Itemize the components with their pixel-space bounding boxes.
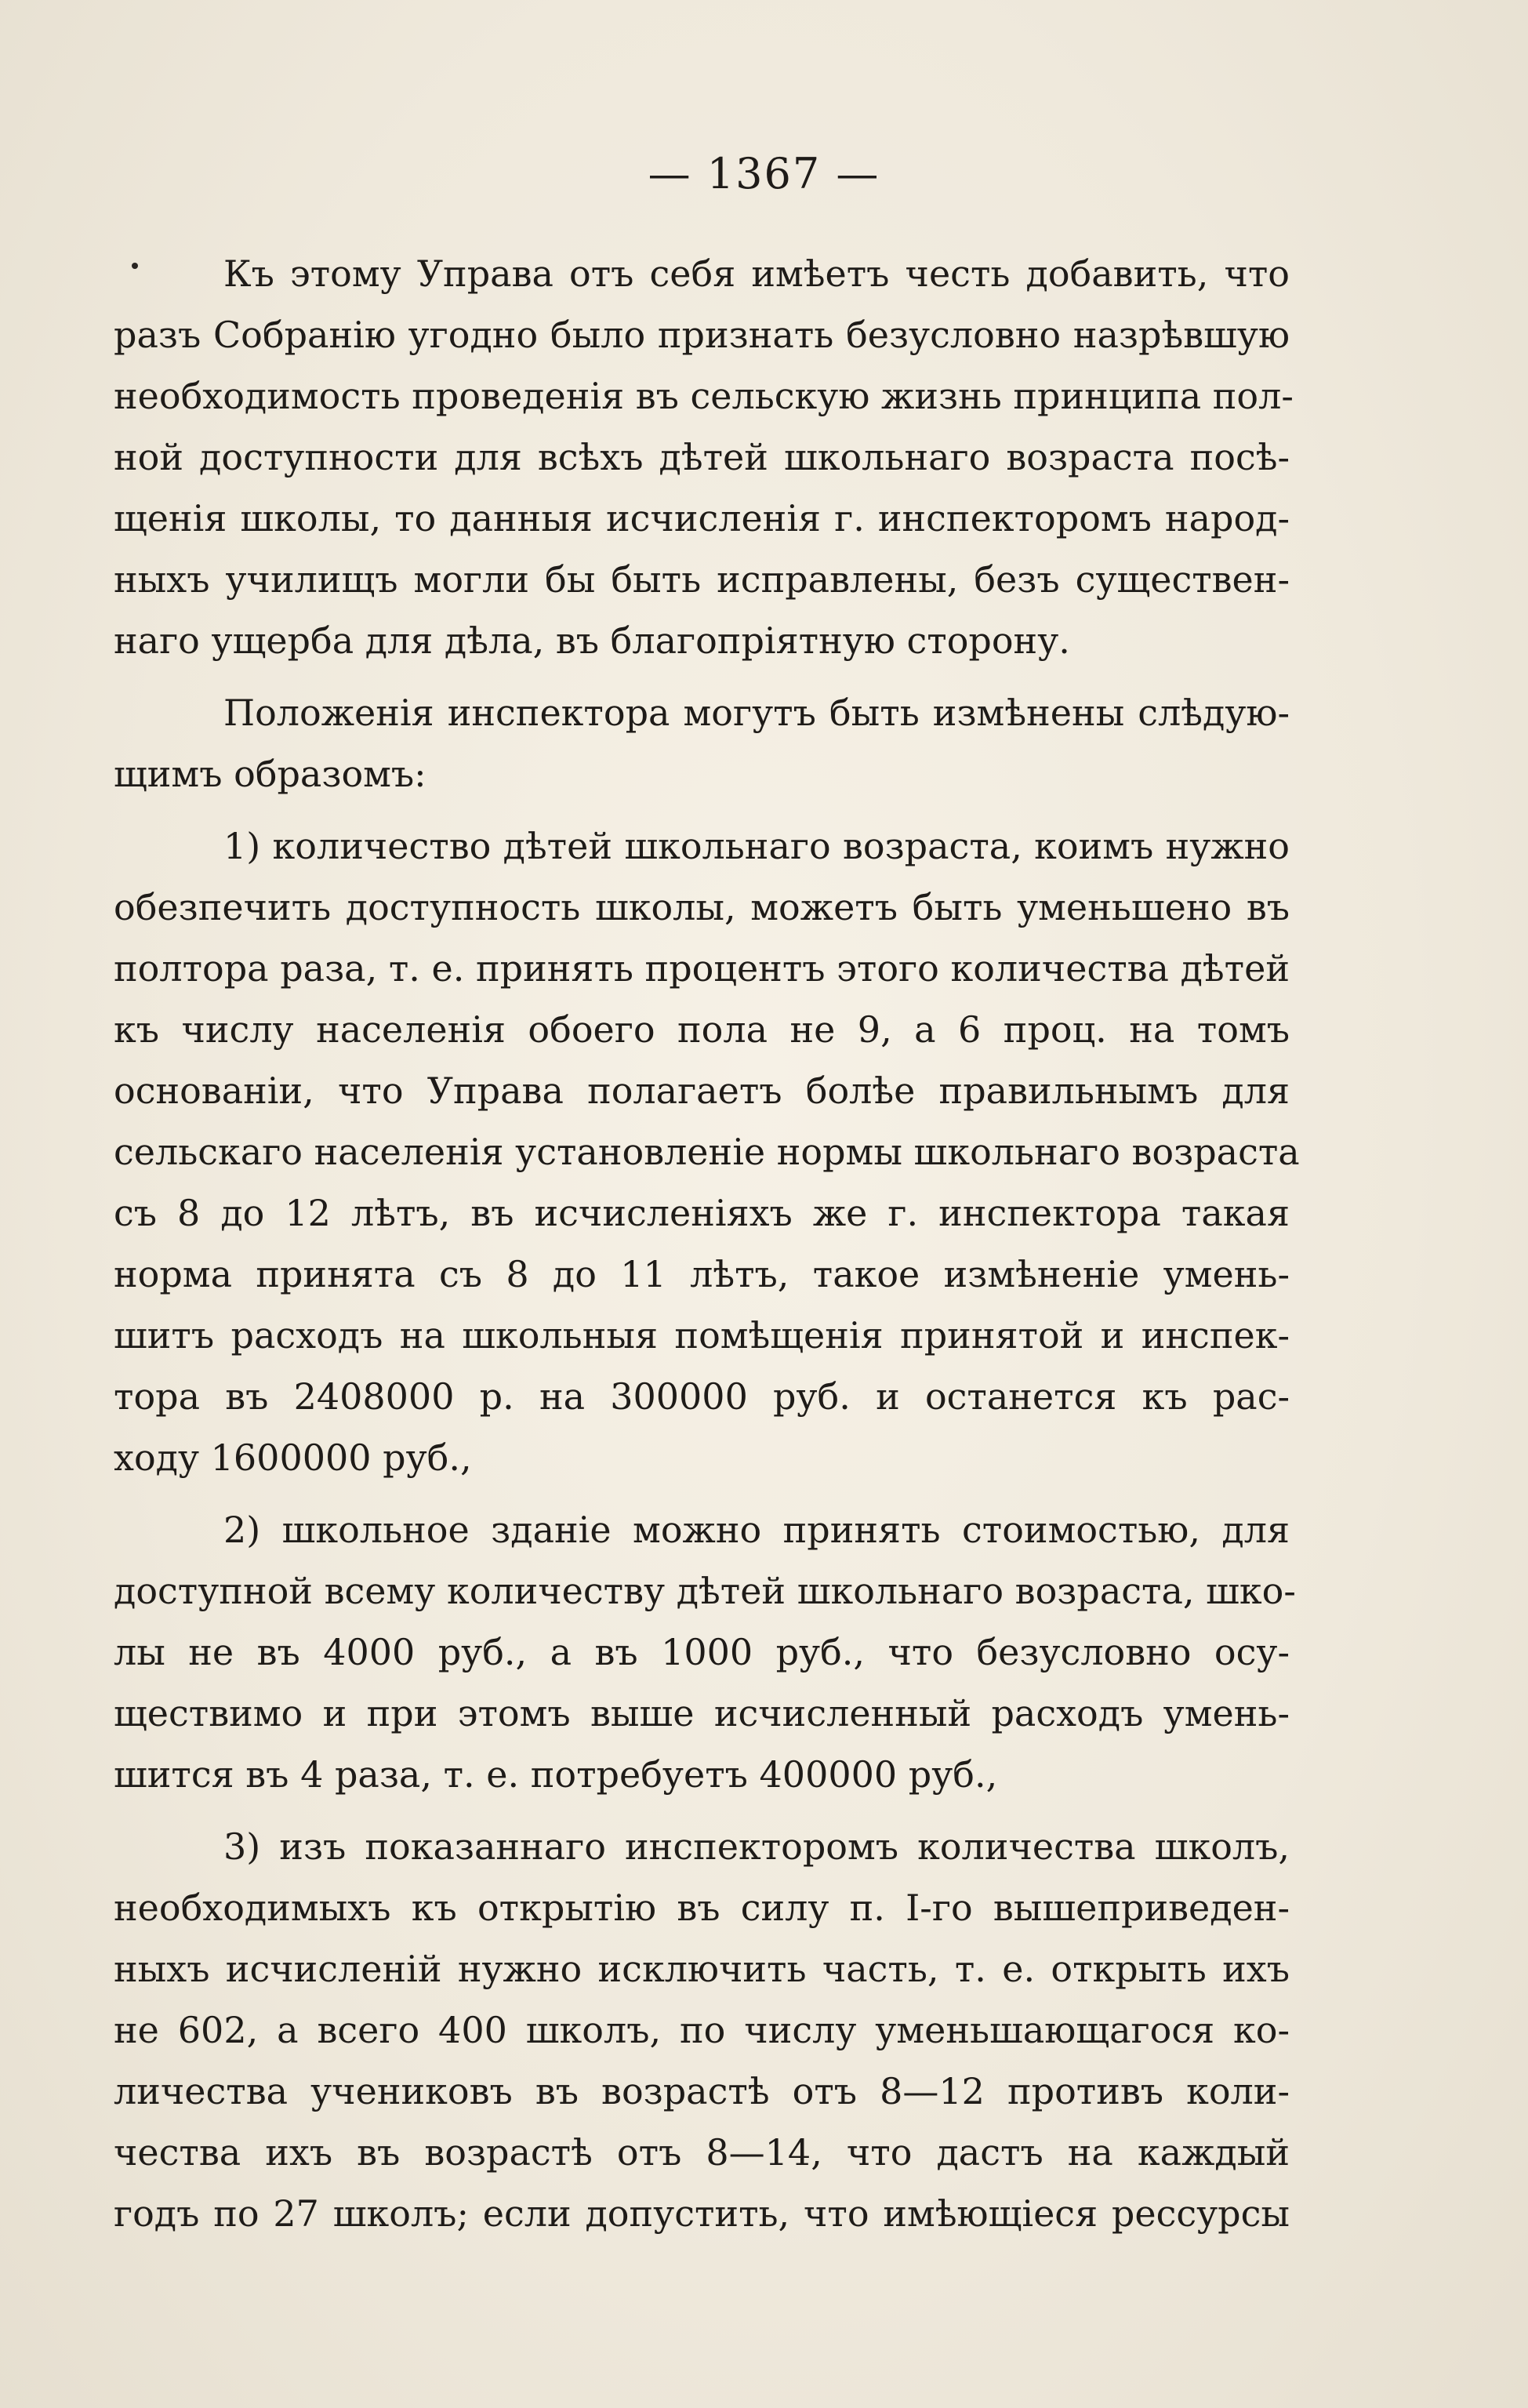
text-line: разъ Собранію угодно было признать безусловно назрѣвшую xyxy=(114,314,1290,356)
text-body xyxy=(114,243,1300,2244)
text-line: основаніи, что Управа полагаетъ болѣе правильнымъ для xyxy=(114,1070,1290,1112)
page-number: — 1367 — xyxy=(648,149,880,198)
text-line: необходимыхъ къ открытію въ силу п. I-го вышеприведен- xyxy=(114,1887,1290,1929)
text-line: полтора раза, т. е. принять процентъ этого количества дѣтей xyxy=(114,947,1290,990)
text-line: съ 8 до 12 лѣтъ, въ исчисленіяхъ же г. инспектора такая xyxy=(114,1192,1290,1234)
text-line: личества учениковъ въ возрастѣ отъ 8—12 противъ коли- xyxy=(114,2070,1290,2112)
text-line: къ числу населенія обоего пола не 9, а 6 проц. на томъ xyxy=(114,1008,1290,1051)
text-line: доступной всему количеству дѣтей школьнаго возраста, шко- xyxy=(114,1570,1296,1612)
text-line: 1) количество дѣтей школьнаго возраста, коимъ нужно xyxy=(223,825,1290,867)
text-line: шится въ 4 раза, т. е. потребуетъ 400000 руб., xyxy=(114,1753,998,1796)
text-line: 3) изъ показаннаго инспекторомъ количества школъ, xyxy=(223,1825,1290,1868)
text-line: щенія школы, то данныя исчисленія г. инспекторомъ народ- xyxy=(114,497,1290,539)
text-line: наго ущерба для дѣла, въ благопріятную сторону. xyxy=(114,619,1070,662)
text-line: чества ихъ въ возрастѣ отъ 8—14, что дастъ на каждый xyxy=(114,2131,1290,2174)
text-line: годъ по 27 школъ; если допустить, что имѣющіеся рессурсы xyxy=(114,2192,1290,2235)
text-line: Положенія инспектора могутъ быть измѣнены слѣдую- xyxy=(223,692,1290,734)
text-line: норма принята съ 8 до 11 лѣтъ, такое измѣненіе умень- xyxy=(114,1253,1290,1295)
text-line: ходу 1600000 руб., xyxy=(114,1436,472,1479)
text-line: ныхъ училищъ могли бы быть исправлены, безъ существен- xyxy=(114,558,1290,601)
text-line: щимъ образомъ: xyxy=(114,753,426,795)
text-line: сельскаго населенія установленіе нормы школьнаго возраста xyxy=(114,1131,1300,1173)
text-line: не 602, а всего 400 школъ, по числу уменьшающагося ко- xyxy=(114,2009,1290,2051)
text-line: 2) школьное зданіе можно принять стоимостью, для xyxy=(223,1509,1290,1551)
text-line: ной доступности для всѣхъ дѣтей школьнаго возраста посѣ- xyxy=(114,436,1290,478)
text-line: ныхъ исчисленій нужно исключить часть, т. е. открыть ихъ xyxy=(114,1948,1290,1990)
text-line: обезпечить доступность школы, можетъ быть уменьшено въ xyxy=(114,886,1290,928)
text-line: необходимость проведенія въ сельскую жизнь принципа пол- xyxy=(114,375,1294,417)
text-line: ществимо и при этомъ выше исчисленный расходъ умень- xyxy=(114,1692,1290,1734)
text-line: тора въ 2408000 р. на 300000 руб. и останется къ рас- xyxy=(114,1375,1290,1418)
text-line: лы не въ 4000 руб., а въ 1000 руб., что безусловно осу- xyxy=(114,1631,1290,1673)
text-line: Къ этому Управа отъ себя имѣетъ честь добавить, что xyxy=(223,252,1290,295)
text-line: шитъ расходъ на школьныя помѣщенія принятой и инспек- xyxy=(114,1314,1290,1357)
